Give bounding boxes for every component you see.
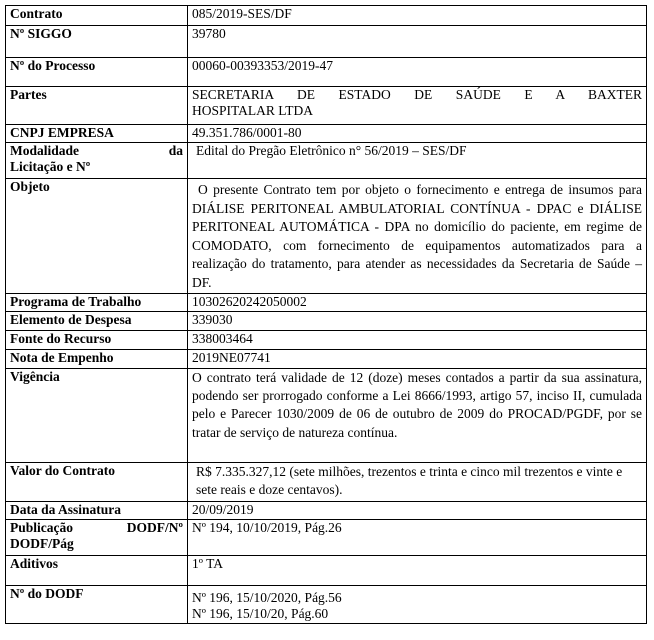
row-label-programa: Programa de Trabalho: [6, 294, 188, 312]
table-row: [6, 520, 647, 556]
row-label-assinatura: Data da Assinatura: [6, 502, 188, 520]
row-value-siggo: 39780: [188, 26, 647, 58]
row-value-dodf: [188, 586, 647, 624]
row-value-elemento: 339030: [188, 312, 647, 331]
row-label-fonte: Fonte do Recurso: [6, 331, 188, 350]
row-label-objeto: Objeto: [6, 179, 188, 294]
table-row: [6, 6, 647, 26]
row-label-modalidade: [6, 143, 188, 179]
row-label-partes: Partes: [6, 87, 188, 125]
row-label-dodf: Nº do DODF: [6, 586, 188, 624]
table-row: [6, 312, 647, 331]
table-row: [6, 26, 647, 58]
table-row: [6, 87, 647, 125]
row-value-objeto: O presente Contrato tem por objeto o fornecimento e entrega de insumos para DIÁLISE PERITONEAL AMBULATORIAL CONTÍNUA - DPAC e DIÁLISE PERITONEAL AUTOMÁTICA - DPA no domicílio do paciente, em regime de COMODATO, com fornecimento de equipamentos automatizados para a realização do tratamento, para atender as necessidades da Secretaria de Saúde – DF.: [188, 179, 647, 294]
row-label-publicacao: [6, 520, 188, 556]
publicacao-label-dodf: DODF/Nº: [126, 520, 183, 535]
row-value-empenho: 2019NE07741: [188, 350, 647, 369]
row-value-modalidade: Edital do Pregão Eletrônico n° 56/2019 – SES/DF: [188, 143, 647, 179]
row-value-programa: 10302620242050002: [188, 294, 647, 312]
row-value-partes: [188, 87, 647, 125]
row-label-processo: Nº do Processo: [6, 58, 188, 87]
table-row: [6, 294, 647, 312]
table-row: [6, 58, 647, 87]
row-label-aditivos: Aditivos: [6, 556, 188, 586]
modalidade-label-line-1: [10, 143, 183, 159]
row-value-assinatura: 20/09/2019: [188, 502, 647, 520]
row-label-contrato: Contrato: [6, 6, 188, 26]
row-value-vigencia: O contrato terá validade de 12 (doze) meses contados a partir da sua assinatura, podendo ser prorrogado conforme a Lei 8666/1993, artigo 57, inciso II, cumulada pelo e Parecer 1030/2009 de 06 de outubro de 2009 do PROCAD/PGDF, por se tratar de serviço de natureza contínua.: [188, 369, 647, 463]
publicacao-label-line-1: [10, 520, 183, 536]
contract-table: [5, 5, 647, 624]
row-label-siggo: Nº SIGGO: [6, 26, 188, 58]
partes-line-2: HOSPITALAR LTDA: [192, 102, 314, 118]
row-value-valor: R$ 7.335.327,12 (sete milhões, trezentos e trinta e cinco mil trezentos e vinte e sete reais e doze centavos).: [188, 463, 647, 502]
table-row: [6, 369, 647, 463]
row-value-processo: 00060-00393353/2019-47: [188, 58, 647, 87]
table-row: [6, 586, 647, 624]
row-value-cnpj: 49.351.786/0001-80: [188, 125, 647, 143]
dodf-line-1: Nº 196, 15/10/2020, Pág.56: [192, 590, 342, 605]
table-row: [6, 463, 647, 502]
dodf-line-2: Nº 196, 15/10/20, Pág.60: [192, 605, 329, 621]
row-value-contrato: 085/2019-SES/DF: [188, 6, 647, 26]
row-label-elemento: Elemento de Despesa: [6, 312, 188, 331]
table-row: [6, 331, 647, 350]
row-label-empenho: Nota de Empenho: [6, 350, 188, 369]
table-row: [6, 556, 647, 586]
partes-line-1: SECRETARIA DE ESTADO DE SAÚDE E A BAXTER: [192, 87, 642, 102]
row-label-cnpj: CNPJ EMPRESA: [6, 125, 188, 143]
publicacao-label-line-2: DODF/Pág: [10, 535, 74, 551]
modalidade-label-da: da: [168, 143, 183, 158]
table-row: [6, 502, 647, 520]
row-label-valor: Valor do Contrato: [6, 463, 188, 502]
table-row: [6, 143, 647, 179]
table-row: [6, 179, 647, 294]
publicacao-label-word: Publicação: [10, 520, 73, 535]
row-label-vigencia: Vigência: [6, 369, 188, 463]
table-row: [6, 350, 647, 369]
table-row: [6, 125, 647, 143]
row-value-fonte: 338003464: [188, 331, 647, 350]
modalidade-label-word: Modalidade: [10, 143, 80, 158]
row-value-aditivos: 1º TA: [188, 556, 647, 586]
row-value-publicacao: Nº 194, 10/10/2019, Pág.26: [188, 520, 647, 556]
modalidade-label-line-2: Licitação e Nº: [10, 158, 91, 174]
